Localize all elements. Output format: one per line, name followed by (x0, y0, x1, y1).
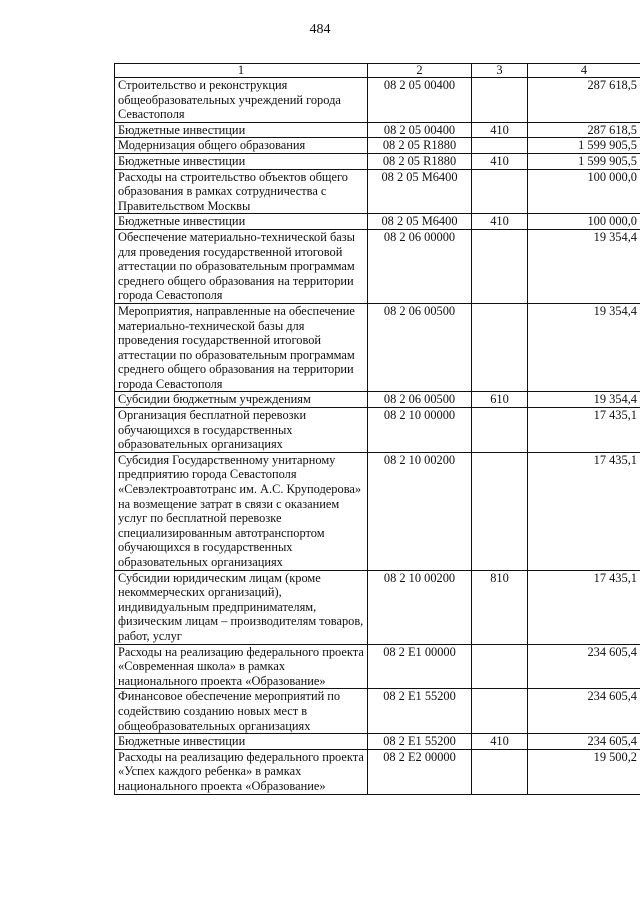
table-row (115, 452, 640, 570)
row-code: 08 2 10 00000 (368, 408, 472, 453)
row-amount: 17 435,1 (528, 452, 640, 570)
row-code: 08 2 Е1 55200 (368, 734, 472, 750)
row-amount: 19 354,4 (528, 392, 640, 408)
row-amount: 287 618,5 (528, 78, 640, 123)
row-code: 08 2 Е1 55200 (368, 689, 472, 734)
row-code: 08 2 06 00000 (368, 229, 472, 303)
row-code: 08 2 10 00200 (368, 452, 472, 570)
row-kind (472, 689, 528, 734)
header-cell-kind: 3 (472, 64, 528, 78)
row-name: Субсидия Государственному унитарному предприятию города Севастополя «Севэлектроавтотранс им. А.С. Круподерова» на возмещение затрат в связи с оказанием услуг по бесплатной перевозке специализированным автотранспортом обучающихся в государственных образовательных организациях (115, 452, 368, 570)
row-kind (472, 303, 528, 392)
row-name: Бюджетные инвестиции (115, 153, 368, 169)
row-name: Расходы на реализацию федерального проекта «Современная школа» в рамках национального проекта «Образование» (115, 644, 368, 689)
row-name: Модернизация общего образования (115, 138, 368, 154)
row-name: Расходы на реализацию федерального проекта «Успех каждого ребенка» в рамках национального проекта «Образование» (115, 749, 368, 794)
table-row (115, 734, 640, 750)
row-code: 08 2 Е2 00000 (368, 749, 472, 794)
row-code: 08 2 05 М6400 (368, 214, 472, 230)
table-row (115, 138, 640, 154)
row-kind: 410 (472, 122, 528, 138)
row-name: Мероприятия, направленные на обеспечение материально-технической базы для проведения государственной итоговой аттестации по образовательным программам среднего общего образования на территории города Севастополя (115, 303, 368, 392)
row-name: Субсидии юридическим лицам (кроме некоммерческих организаций), индивидуальным предпринимателям, физическим лицам – производителям товаров, работ, услуг (115, 570, 368, 644)
row-code: 08 2 10 00200 (368, 570, 472, 644)
table-row (115, 570, 640, 644)
row-code: 08 2 Е1 00000 (368, 644, 472, 689)
row-kind: 410 (472, 214, 528, 230)
table-row (115, 303, 640, 392)
row-amount: 234 605,4 (528, 644, 640, 689)
table-row (115, 78, 640, 123)
row-name: Организация бесплатной перевозки обучающихся в государственных образовательных организациях (115, 408, 368, 453)
row-name: Субсидии бюджетным учреждениям (115, 392, 368, 408)
table-row (115, 749, 640, 794)
row-kind (472, 78, 528, 123)
table-row (115, 169, 640, 214)
header-cell-amount: 4 (528, 64, 640, 78)
row-name: Расходы на строительство объектов общего образования в рамках сотрудничества с Правительством Москвы (115, 169, 368, 214)
table-row (115, 153, 640, 169)
row-kind (472, 644, 528, 689)
row-kind: 410 (472, 734, 528, 750)
row-code: 08 2 06 00500 (368, 303, 472, 392)
row-code: 08 2 05 R1880 (368, 138, 472, 154)
row-kind (472, 452, 528, 570)
row-name: Финансовое обеспечение мероприятий по содействию созданию новых мест в общеобразовательных организациях (115, 689, 368, 734)
table-row (115, 229, 640, 303)
row-name: Бюджетные инвестиции (115, 122, 368, 138)
row-amount: 19 500,2 (528, 749, 640, 794)
header-cell-name: 1 (115, 64, 368, 78)
row-name: Бюджетные инвестиции (115, 214, 368, 230)
row-kind (472, 138, 528, 154)
page-number: 484 (309, 22, 331, 37)
row-code: 08 2 05 00400 (368, 122, 472, 138)
row-name: Обеспечение материально-технической базы для проведения государственной итоговой аттестации по образовательным программам среднего общего образования на территории города Севастополя (115, 229, 368, 303)
table-row (115, 122, 640, 138)
row-kind: 610 (472, 392, 528, 408)
table-row (115, 644, 640, 689)
row-amount: 100 000,0 (528, 169, 640, 214)
row-kind (472, 169, 528, 214)
row-kind (472, 408, 528, 453)
row-amount: 287 618,5 (528, 122, 640, 138)
row-name: Строительство и реконструкция общеобразовательных учреждений города Севастополя (115, 78, 368, 123)
header-cell-code: 2 (368, 64, 472, 78)
row-amount: 19 354,4 (528, 303, 640, 392)
row-code: 08 2 05 М6400 (368, 169, 472, 214)
row-code: 08 2 05 00400 (368, 78, 472, 123)
row-amount: 100 000,0 (528, 214, 640, 230)
budget-table (114, 63, 640, 795)
table-row (115, 408, 640, 453)
row-amount: 234 605,4 (528, 689, 640, 734)
row-amount: 19 354,4 (528, 229, 640, 303)
row-kind (472, 229, 528, 303)
row-kind: 810 (472, 570, 528, 644)
row-name: Бюджетные инвестиции (115, 734, 368, 750)
table-row (115, 689, 640, 734)
row-code: 08 2 06 00500 (368, 392, 472, 408)
row-amount: 1 599 905,5 (528, 138, 640, 154)
table-header-row (115, 64, 640, 78)
row-code: 08 2 05 R1880 (368, 153, 472, 169)
row-amount: 234 605,4 (528, 734, 640, 750)
row-amount: 1 599 905,5 (528, 153, 640, 169)
table-row (115, 214, 640, 230)
row-amount: 17 435,1 (528, 570, 640, 644)
row-amount: 17 435,1 (528, 408, 640, 453)
table-row (115, 392, 640, 408)
row-kind (472, 749, 528, 794)
row-kind: 410 (472, 153, 528, 169)
